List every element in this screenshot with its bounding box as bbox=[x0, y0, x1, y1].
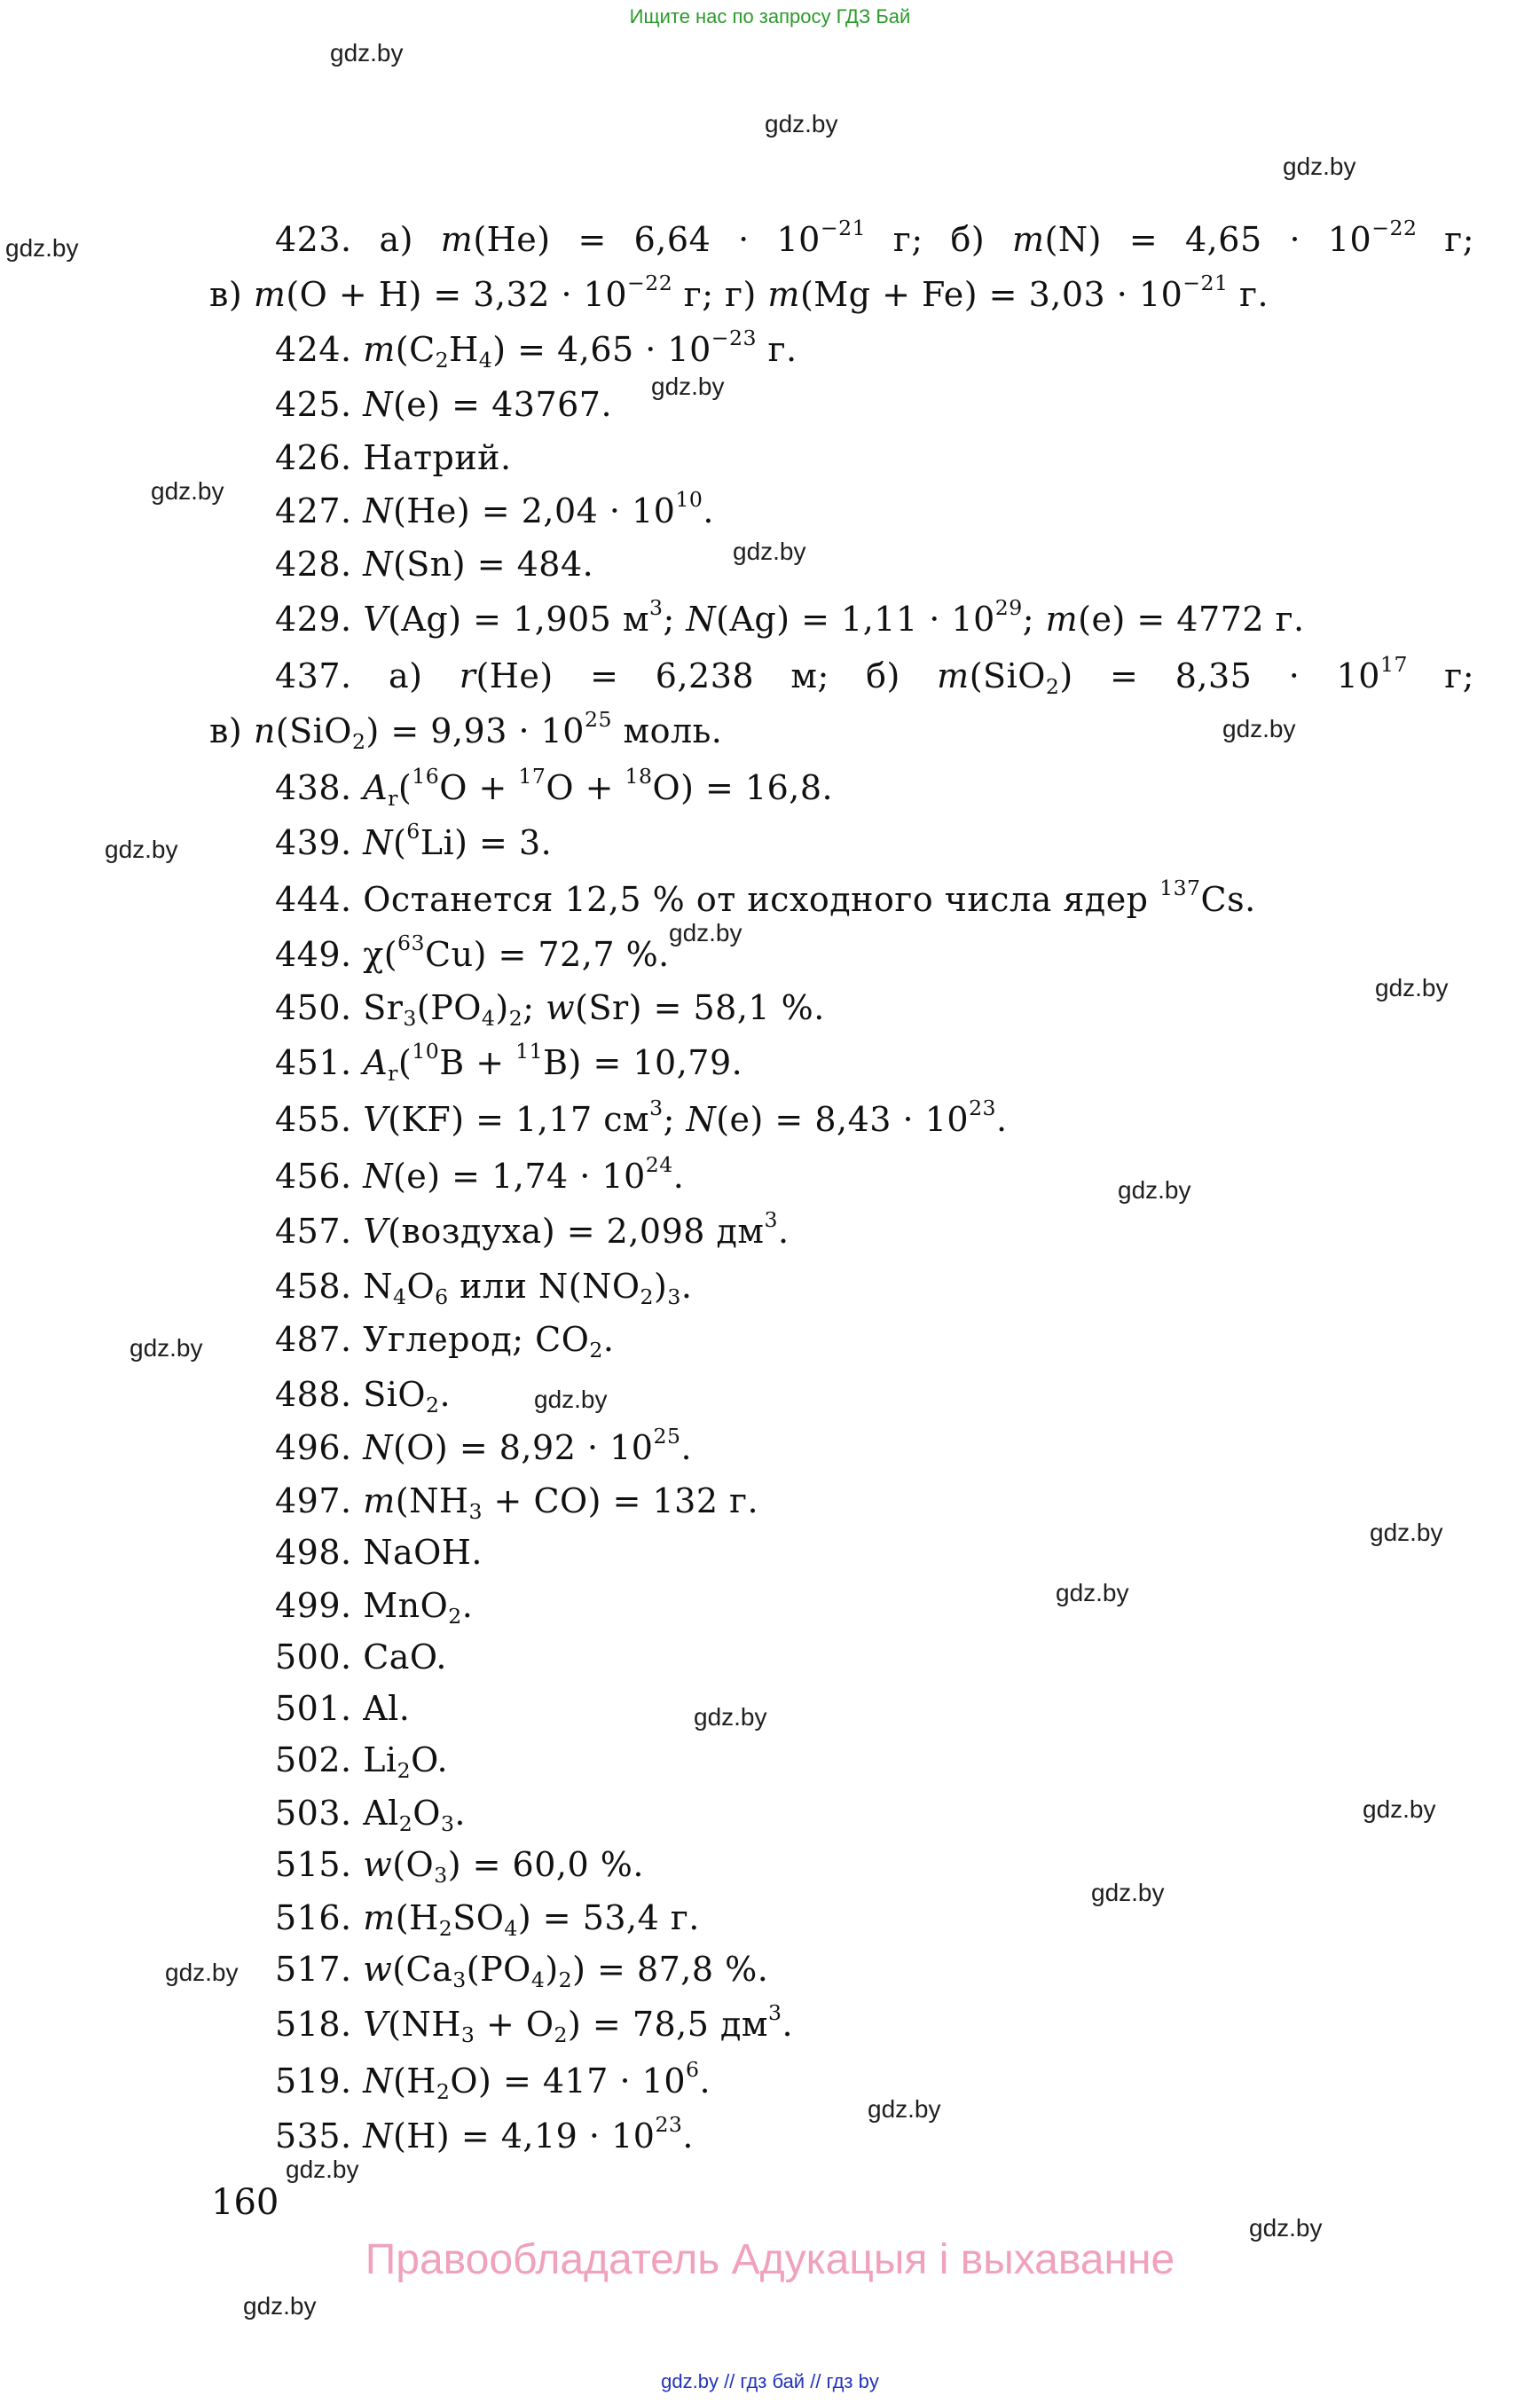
answer-line: 428. N(Sn) = 484. bbox=[275, 545, 594, 584]
watermark: gdz.by bbox=[651, 373, 725, 400]
answer-line: 424. $m(C_2H_4) = 4,65 \cdot 10^{-23}$ г. bbox=[275, 326, 798, 373]
answer-line: 455. V(KF) = 1,17 $см^3$; $N(e) = 8,43 \cdot 10^{23}$. bbox=[275, 1095, 1008, 1139]
answer-line: 438. $A_r(^{16}O + ^{17}O + ^{18}O) = 16,8$. bbox=[275, 764, 834, 812]
answer-line: в) $n(SiO_2) = 9,93 \cdot 10^{25}$ моль. bbox=[209, 707, 723, 755]
rights-holder-notice: Правообладатель Адукацыя і выхаванне bbox=[365, 2236, 1175, 2283]
watermark: gdz.by bbox=[733, 538, 806, 565]
answer-line: 458. $N_4O_6$ или $N(NO_2)_3$. bbox=[275, 1267, 693, 1310]
answer-line: 498. NaOH. bbox=[275, 1533, 483, 1572]
watermark: gdz.by bbox=[765, 110, 838, 137]
answer-line: 423. а) $m(He) = 6,64 \cdot 10^{-21}$ г; б) $m(N) = 4,65 \cdot 10^{-22}$ г; bbox=[275, 216, 1475, 259]
answer-line: 515. $w(O_3) = 60,0$ %. bbox=[275, 1845, 644, 1889]
watermark: gdz.by bbox=[243, 2292, 317, 2320]
top-banner[interactable]: Ищите нас по запросу ГДЗ Бай bbox=[629, 5, 911, 27]
answer-line: 456. $N(e) = 1,74 \cdot 10^{24}$. bbox=[275, 1152, 685, 1196]
answer-line: 426. Натрий. bbox=[275, 438, 512, 477]
watermark: gdz.by bbox=[286, 2156, 359, 2183]
watermark: gdz.by bbox=[151, 477, 224, 505]
answer-line: 500. CaO. bbox=[275, 1637, 447, 1677]
watermark: gdz.by bbox=[1370, 1519, 1443, 1546]
answer-line: 518. $V(NH_3 + O_2) = 78,5$ $дм^3$. bbox=[275, 2000, 794, 2048]
watermark: gdz.by bbox=[669, 919, 742, 946]
answer-line: 502. $Li_2O$. bbox=[275, 1740, 449, 1784]
answer-line: 503. $Al_2O_3$. bbox=[275, 1794, 467, 1837]
watermark: gdz.by bbox=[1375, 974, 1449, 1001]
answer-line: 519. $N(H_2O) = 417 \cdot 10^6$. bbox=[275, 2057, 711, 2105]
answer-line: 516. $m(H_2SO_4) = 53,4$ г. bbox=[275, 1898, 700, 1942]
answer-line: 457. V(воздуха) = 2,098 $дм^3$. bbox=[275, 1207, 790, 1251]
watermark: gdz.by bbox=[330, 39, 404, 67]
watermark: gdz.by bbox=[130, 1334, 203, 1362]
answer-line: 451. $A_r(^{10}B + ^{11}B) = 10,79$. bbox=[275, 1039, 743, 1087]
answer-line: 499. MnO$_2$. bbox=[275, 1586, 474, 1629]
watermark: gdz.by bbox=[105, 836, 178, 863]
watermark: gdz.by bbox=[1222, 715, 1296, 742]
answer-line: в) $m(O + H) = 3,32 \cdot 10^{-22}$ г; г) $m(Mg + Fe) = 3,03 \cdot 10^{-21}$ г. bbox=[209, 271, 1269, 314]
watermark: gdz.by bbox=[1249, 2214, 1323, 2242]
answer-line: 450. $Sr_3(PO_4)_2$; w(Sr) = 58,1 %. bbox=[275, 988, 825, 1032]
answer-line: 488. SiO$_2$. bbox=[275, 1375, 452, 1418]
answer-line: 425. N(e) = 43767. bbox=[275, 385, 613, 424]
answer-line: 439. N($^6$Li) = 3. bbox=[275, 819, 553, 862]
watermark: gdz.by bbox=[165, 1959, 239, 1986]
answer-line: 497. $m(NH_3 + CO) = 132$ г. bbox=[275, 1481, 759, 1525]
watermark: gdz.by bbox=[694, 1703, 767, 1731]
footer-links[interactable]: gdz.by // гдз бай // гдз by bbox=[661, 2370, 879, 2392]
watermark: gdz.by bbox=[1056, 1579, 1129, 1606]
answer-line: 449. χ($^{63}$Cu) = 72,7 %. bbox=[275, 931, 670, 974]
answer-line: 427. $N(He) = 2,04 \cdot 10^{10}$. bbox=[275, 487, 714, 530]
watermark: gdz.by bbox=[5, 234, 79, 262]
watermark: gdz.by bbox=[1091, 1879, 1165, 1906]
page-number: 160 bbox=[211, 2182, 279, 2223]
watermark: gdz.by bbox=[1363, 1795, 1436, 1823]
watermark: gdz.by bbox=[534, 1386, 608, 1413]
answer-line: 496. $N(O) = 8,92 \cdot 10^{25}$. bbox=[275, 1424, 693, 1467]
answer-line: 517. $w(Ca_3(PO_4)_2) = 87,8$ %. bbox=[275, 1950, 769, 1993]
answer-line: 501. Al. bbox=[275, 1689, 411, 1728]
answer-line: 429. V(Ag) = 1,905 $м^3$; $N(Ag) = 1,11 \cdot 10^{29}$; m(e) = 4772 г. bbox=[275, 595, 1305, 639]
answer-line: 535. $N(H) = 4,19 \cdot 10^{23}$. bbox=[275, 2112, 695, 2156]
answer-line: 437. а) r(He) = 6,238 м; б) $m(SiO_2) = 8,35 \cdot 10^{17}$ г; bbox=[275, 652, 1474, 700]
watermark: gdz.by bbox=[1118, 1176, 1191, 1204]
watermark: gdz.by bbox=[1283, 153, 1356, 180]
watermark: gdz.by bbox=[868, 2095, 941, 2123]
answer-line: 487. Углерод; $CO_2$. bbox=[275, 1320, 615, 1363]
answer-line: 444. Останется 12,5 % от исходного числа ядер $^{137}$Cs. bbox=[275, 876, 1256, 919]
